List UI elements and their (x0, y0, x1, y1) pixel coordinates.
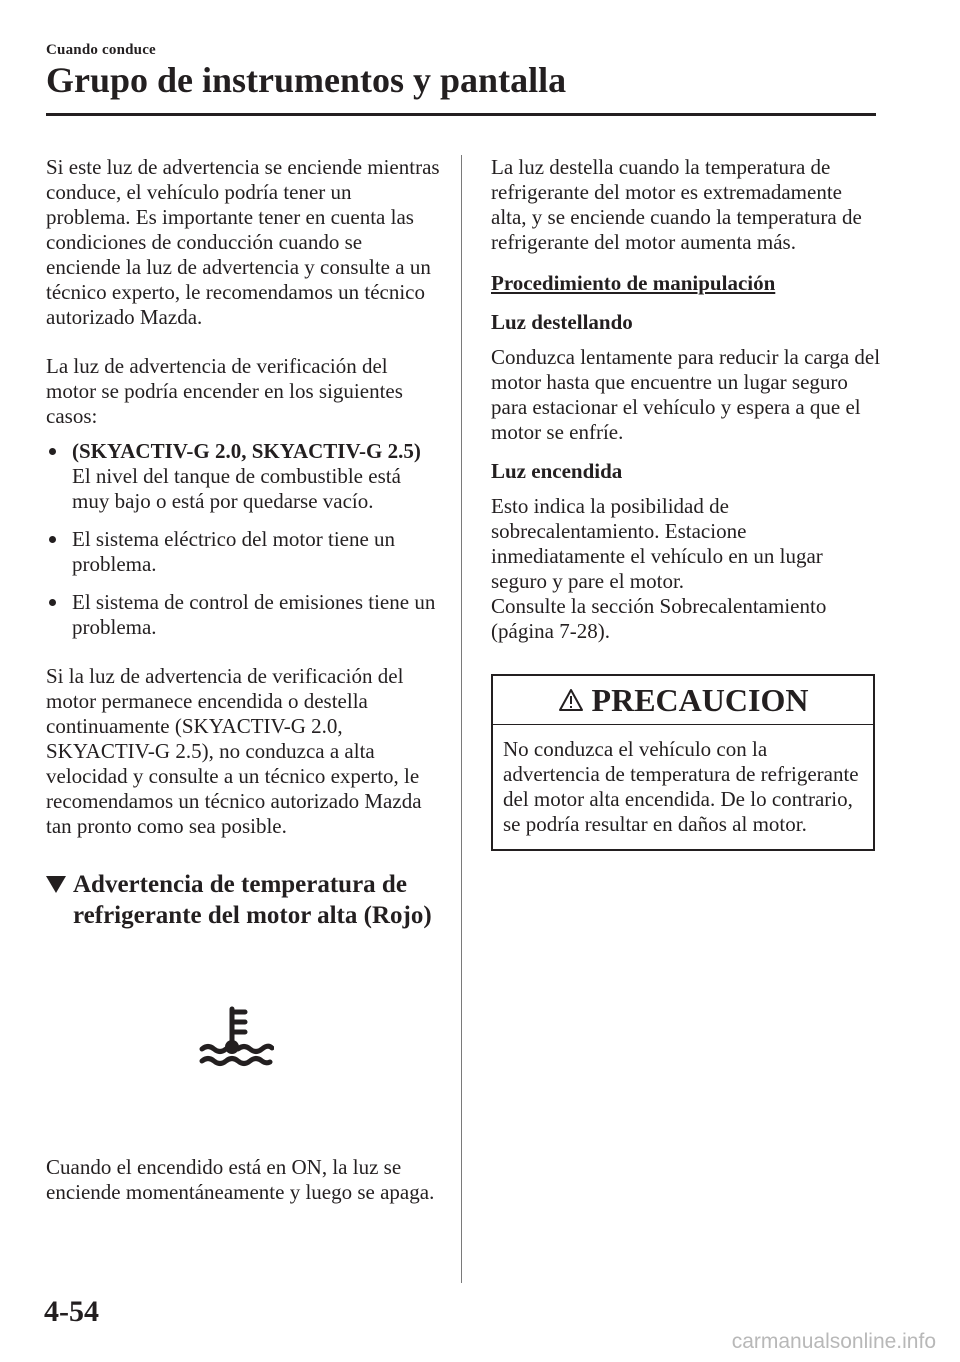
ignition-paragraph: Cuando el encendido está en ON, la luz se enciende momentáneamente y luego se apaga. (46, 1155, 435, 1204)
list-item (46, 439, 441, 514)
list-item-text: El sistema de control de emisiones tiene un problema. (72, 590, 436, 639)
on-text: Esto indica la posibilidad de sobrecalentamiento. Estacione inmediatamente el vehículo en un lugar seguro y pare el motor. (491, 494, 823, 593)
left-column (46, 155, 441, 1205)
engine-coolant-temperature-icon (198, 1005, 274, 1071)
list-item (46, 527, 441, 577)
flashing-text: Conduzca lentamente para reducir la carga del motor hasta que encuentre un lugar seguro para estacionar el vehículo y espera a que el motor se enfríe. (491, 345, 881, 444)
intro-paragraph: Si este luz de advertencia se enciende mientras conduce, el vehículo podría tener un problema. Es importante tener en cuenta las condiciones de conducción cuando se enciende la luz de advertencia y consulte a un técnico experto, le recomendamos un técnico autorizado Mazda. (46, 155, 440, 329)
list-item (46, 590, 441, 640)
procedure-heading: Procedimiento de manipulación (491, 271, 776, 295)
caution-text: No conduzca el vehículo con la advertencia de temperatura de refrigerante del motor alta encendida. De lo contrario, se podría resultar en daños al motor. (503, 737, 859, 836)
section-heading-text: Advertencia de temperatura de refrigerante del motor alta (Rojo) (73, 871, 432, 929)
page-number: 4-54 (44, 1295, 99, 1328)
cases-paragraph: La luz de advertencia de verificación del motor se podría encender en los siguientes casos: (46, 354, 403, 428)
flash-description: La luz destella cuando la temperatura de refrigerante del motor es extremadamente alta, y se enciende cuando la temperatura de refrigerante del motor aumenta más. (491, 155, 862, 254)
section-kicker: Cuando conduce (46, 42, 156, 58)
title-rule (46, 113, 876, 116)
section-heading (46, 869, 441, 931)
cases-list (46, 439, 441, 640)
on-heading: Luz encendida (491, 459, 623, 483)
bullet-dot (49, 599, 56, 606)
warning-light-figure (46, 977, 441, 1107)
right-column (491, 155, 881, 851)
bullet-dot (49, 448, 56, 455)
caution-header (493, 676, 873, 725)
page-title: Grupo de instrumentos y pantalla (46, 60, 567, 100)
on-reference: Consulte la sección Sobrecalentamiento (página 7-28). (491, 594, 827, 643)
caution-label: PRECAUCION (591, 681, 809, 718)
caution-body (493, 725, 873, 849)
persistent-light-paragraph: Si la luz de advertencia de verificación del motor permanece encendida o destella continuamente (SKYACTIV-G 2.0, SKYACTIV-G 2.5), no conduzca a alta velocidad y consulte a un técnico experto, le recomendamos un técnico autorizado Mazda tan pronto como sea posible. (46, 664, 422, 838)
list-item-bold: (SKYACTIV-G 2.0, SKYACTIV-G 2.5) (72, 439, 421, 463)
caution-box (491, 674, 875, 851)
warning-triangle-icon (558, 688, 584, 712)
flashing-heading: Luz destellando (491, 310, 633, 334)
source-watermark: carmanualsonline.info (731, 1330, 936, 1353)
column-divider (461, 155, 462, 1283)
list-item-text: El sistema eléctrico del motor tiene un problema. (72, 527, 396, 576)
list-item-text: El nivel del tanque de combustible está muy bajo o está por quedarse vacío. (72, 464, 401, 513)
triangle-marker-icon (46, 876, 66, 893)
bullet-dot (49, 536, 56, 543)
